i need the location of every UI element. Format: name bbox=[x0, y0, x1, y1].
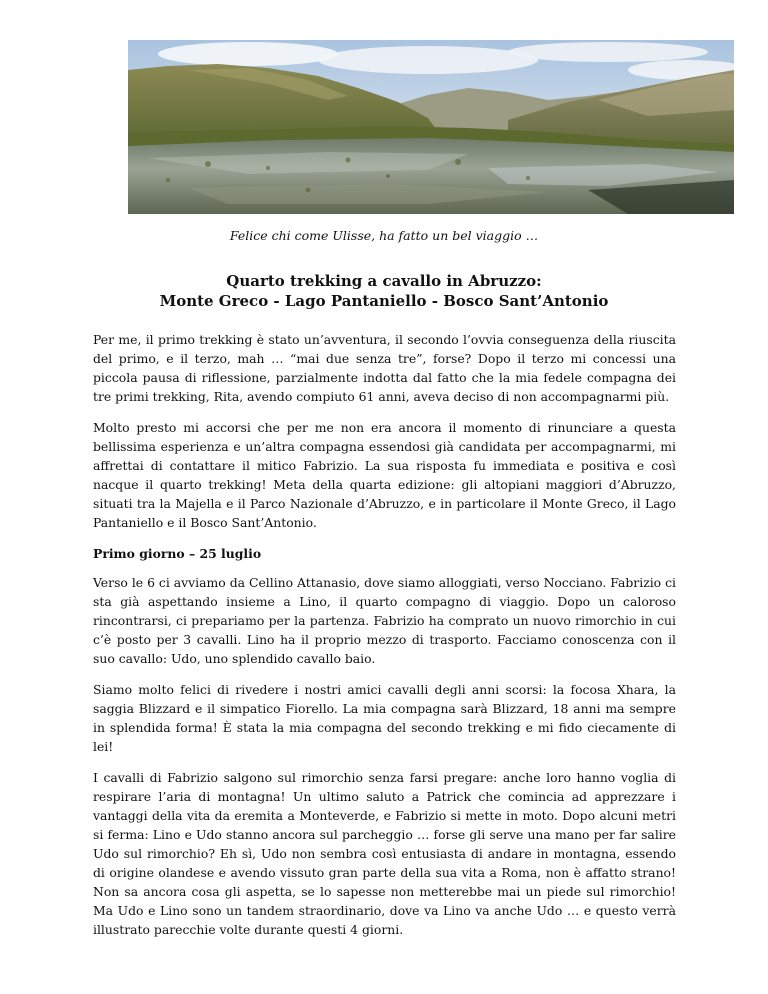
title-line-2: Monte Greco - Lago Pantaniello - Bosco Sant’Antonio bbox=[159, 292, 609, 310]
paragraph: Verso le 6 ci avviamo da Cellino Attanasio, dove siamo alloggiati, verso Nocciano. Fabrizio ci sta già aspettando insieme a Lino, il quarto compagno di viaggio. Dopo un caloroso rincontrarsi, ci prepariamo per la partenza. Fabrizio ha comprato un nuovo rimorchio in cui c’è posto per 3 cavalli. Lino ha il proprio mezzo di trasporto. Facciamo conoscenza con il suo cavallo: Udo, uno splendido cavallo baio. bbox=[93, 575, 676, 666]
photo-caption: Felice chi come Ulisse, ha fatto un bel viaggio … bbox=[229, 228, 539, 243]
section-heading: Primo giorno – 25 luglio bbox=[93, 546, 262, 561]
document-body bbox=[93, 330, 676, 951]
paragraph: Molto presto mi accorsi che per me non era ancora il momento di rinunciare a questa bellissima esperienza e un’altra compagna essendosi già candidata per accompagnarmi, mi affrettai di contattare il mitico Fabrizio. La sua risposta fu immediata e positiva e così nacque il quarto trekking! Meta della quarta edizione: gli altopiani maggiori d’Abruzzo, situati tra la Majella e il Parco Nazionale d’Abruzzo, e in particolare il Monte Greco, il Lago Pantaniello e il Bosco Sant’Antonio. bbox=[93, 420, 676, 530]
title-line-1: Quarto trekking a cavallo in Abruzzo: bbox=[226, 272, 542, 290]
paragraph: Siamo molto felici di rivedere i nostri amici cavalli degli anni scorsi: la focosa Xhara, la saggia Blizzard e il simpatico Fiorello. La mia compagna sarà Blizzard, 18 anni ma sempre in splendida forma! È stata la mia compagna del secondo trekking e mi fido ciecamente di lei! bbox=[93, 682, 676, 754]
mountain-lake-photo-icon bbox=[128, 40, 734, 214]
page-title bbox=[0, 271, 768, 311]
paragraph: I cavalli di Fabrizio salgono sul rimorchio senza farsi pregare: anche loro hanno voglia di respirare l’aria di montagna! Un ultimo saluto a Patrick che comincia ad apprezzare i vantaggi della vita da eremita a Monteverde, e Fabrizio si mette in moto. Dopo alcuni metri si ferma: Lino e Udo stanno ancora sul parcheggio … forse gli serve una mano per far salire Udo sul rimorchio? Eh sì, Udo non sembra così entusiasta di andare in montagna, essendo di origine olandese e avendo vissuto gran parte della sua vita a Roma, non è affatto strano! Non sa ancora cosa gli aspetta, se lo sapesse non metterebbe mai un piede sul rimorchio! Ma Udo e Lino sono un tandem straordinario, dove va Lino va anche Udo … e questo verrà illustrato parecchie volte durante questi 4 giorni. bbox=[93, 770, 676, 937]
hero-photo bbox=[128, 40, 734, 214]
paragraph: Per me, il primo trekking è stato un’avventura, il secondo l’ovvia conseguenza della riuscita del primo, e il terzo, mah … “mai due senza tre”, forse? Dopo il terzo mi concessi una piccola pausa di riflessione, parzialmente indotta dal fatto che la mia fedele compagna dei tre primi trekking, Rita, avendo compiuto 61 anni, aveva deciso di non accompagnarmi più. bbox=[93, 332, 676, 404]
